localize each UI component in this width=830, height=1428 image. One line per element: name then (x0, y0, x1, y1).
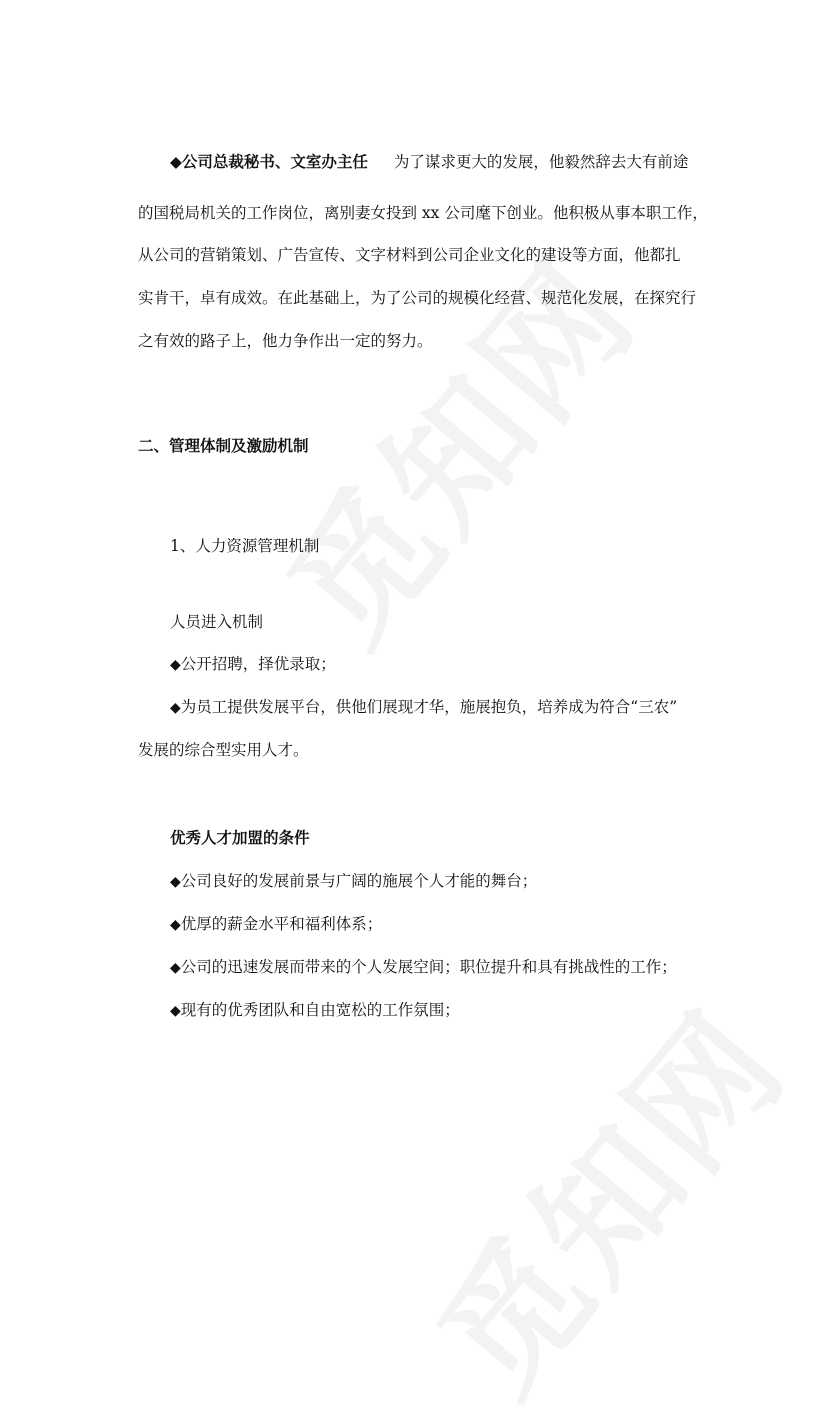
list-item: ◆为员工提供发展平台，供他们展现才华，施展抱负，培养成为符合“三农” (170, 698, 678, 716)
talent-title: 优秀人才加盟的条件 (170, 828, 310, 847)
list-item: ◆现有的优秀团队和自由宽松的工作氛围； (170, 1001, 460, 1019)
list-item: ◆公开招聘，择优录取； (170, 655, 336, 673)
paragraph-line: 发展的综合型实用人才。 (138, 741, 309, 759)
diamond-bullet-icon: ◆ (170, 657, 181, 673)
list-item: ◆公司良好的发展前景与广阔的施展个人才能的舞台； (170, 872, 538, 890)
section-title: 二、管理体制及激励机制 (138, 436, 309, 455)
diamond-bullet-icon: ◆ (170, 917, 181, 933)
intro-text: 为了谋求更大的发展，他毅然辞去大有前途 (393, 153, 689, 171)
list-item: ◆优厚的薪金水平和福利体系； (170, 915, 383, 933)
paragraph-line: 实肯干，卓有成效。在此基础上，为了公司的规模化经营、规范化发展，在探究行 (138, 289, 697, 307)
list-item: ◆公司的迅速发展而带来的个人发展空间；职位提升和具有挑战性的工作； (170, 958, 677, 976)
intro-first-line (170, 152, 770, 172)
watermark (386, 963, 822, 1428)
diamond-bullet-icon: ◆ (170, 700, 181, 716)
diamond-bullet-icon: ◆ (170, 874, 181, 890)
paragraph-line: 的国税局机关的工作岗位，离别妻女投到 xx 公司麾下创业。他积极从事本职工作， (138, 204, 708, 222)
diamond-bullet-icon: ◆ (170, 960, 181, 976)
intro-heading: ◆公司总裁秘书、文室办主任 (170, 152, 368, 171)
diamond-bullet-icon: ◆ (170, 1003, 181, 1019)
subsection-title: 1、人力资源管理机制 (170, 537, 320, 555)
entry-title: 人员进入机制 (170, 613, 264, 631)
paragraph-line: 之有效的路子上，他力争作出一定的努力。 (138, 332, 433, 350)
paragraph-line: 从公司的营销策划、广告宣传、文字材料到公司企业文化的建设等方面，他都扎 (138, 246, 681, 264)
